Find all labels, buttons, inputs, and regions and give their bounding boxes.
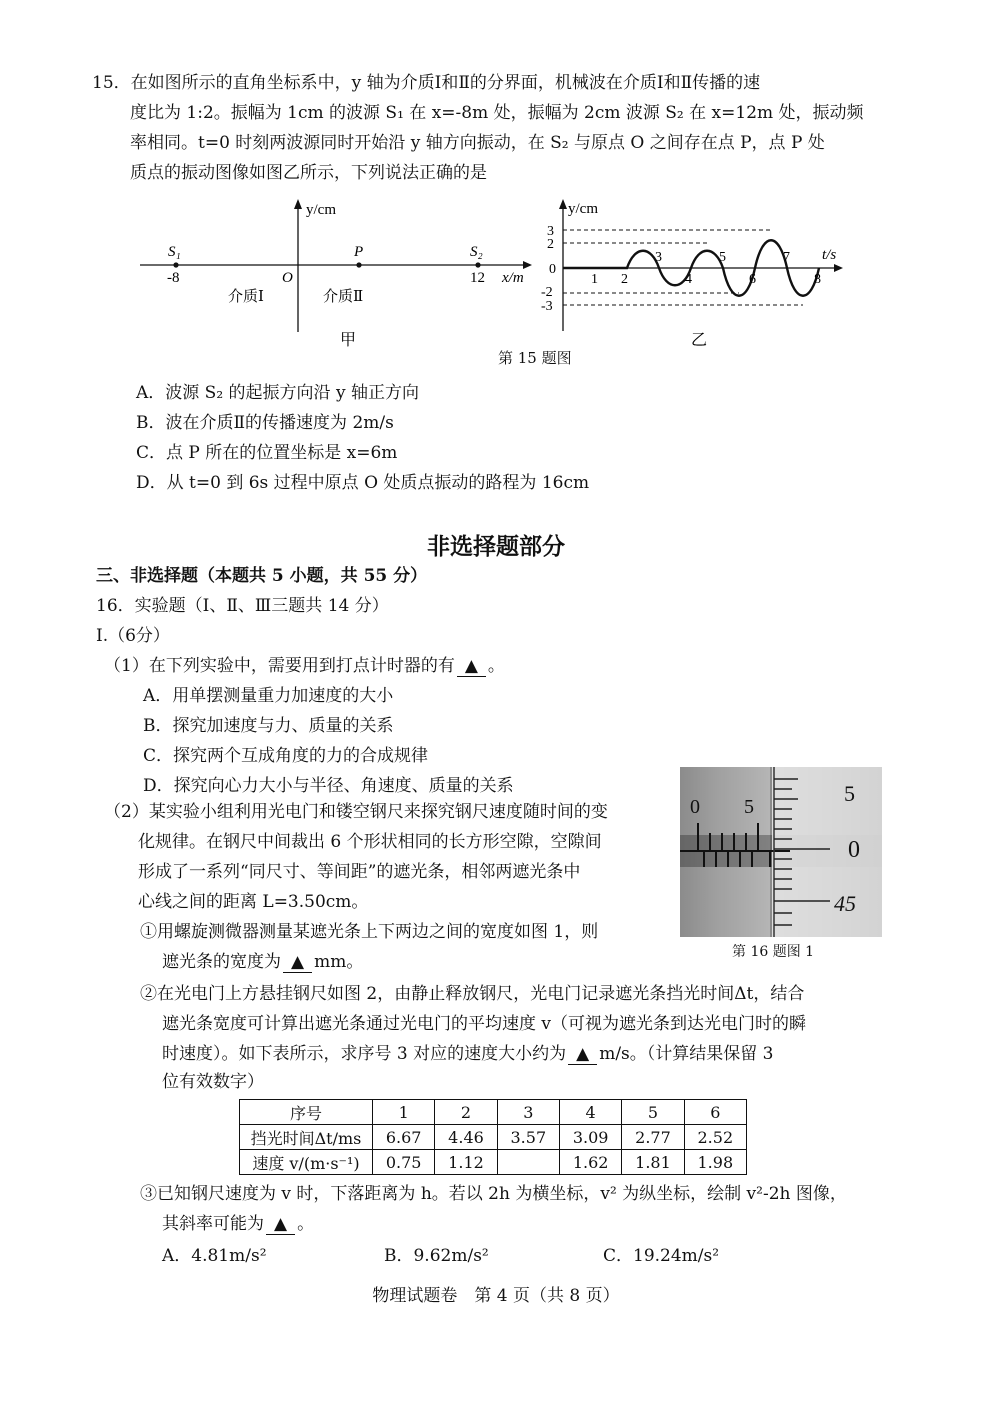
x-axis-arrow — [523, 261, 532, 269]
t-tick-3: 3 — [655, 250, 662, 265]
y-axis-label: y/cm — [306, 202, 336, 218]
table-cell: 1.12 — [435, 1150, 497, 1175]
y-tick-2: 2 — [547, 237, 554, 252]
y-axis-arrow — [294, 199, 302, 209]
q16-step3-option-a: A．4.81m/s² — [162, 1246, 267, 1266]
answer-blank-2[interactable]: ▲ — [283, 952, 312, 973]
q16-sub1 — [104, 656, 505, 677]
table-row — [240, 1125, 747, 1150]
q16-sub1-option-d: D．探究向心力大小与半径、角速度、质量的关系 — [143, 776, 514, 796]
q16-sub1-text: （1）在下列实验中，需要用到打点计时器的有 — [104, 656, 455, 676]
table-cell: 2.77 — [622, 1125, 684, 1150]
table-cell: 3.09 — [559, 1125, 621, 1150]
s2-label: S₂ — [470, 244, 483, 260]
t-axis-arrow — [834, 264, 843, 272]
q16-sub1-option-c: C．探究两个互成角度的力的合成规律 — [143, 746, 429, 766]
q15-line-3: 率相同。t=0 时刻两波源同时开始沿 y 轴方向振动，在 S₂ 与原点 O 之间存在点 P，点 P 处 — [130, 133, 825, 153]
q16-sub1-option-b: B．探究加速度与力、质量的关系 — [143, 716, 394, 736]
thimble-mark-5: 5 — [844, 781, 855, 806]
table-header-cell: 1 — [373, 1100, 435, 1125]
figure-yi-name: 乙 — [691, 332, 708, 349]
q16-sub2-line-2: 化规律。在钢尺中间裁出 6 个形状相同的长方形空隙，空隙间 — [138, 832, 602, 852]
table-cell: 1.62 — [559, 1150, 621, 1175]
s1-x-label: -8 — [167, 270, 180, 286]
thimble-mark-0: 0 — [848, 837, 860, 863]
q15-line-1: 15．在如图所示的直角坐标系中，y 轴为介质Ⅰ和Ⅱ的分界面，机械波在介质Ⅰ和Ⅱ传播的速 — [92, 73, 761, 93]
q16-sub1-option-a: A．用单摆测量重力加速度的大小 — [143, 686, 394, 706]
q16-sub2-line-4: 心线之间的距离 L=3.50cm。 — [138, 892, 369, 912]
figure-15-caption: 第 15 题图 — [498, 349, 572, 367]
figure-16-1-caption: 第 16 题图 1 — [732, 944, 815, 960]
q16-step3-option-c: C．19.24m/s² — [603, 1246, 720, 1266]
q15-option-c: C．点 P 所在的位置坐标是 x=6m — [136, 443, 398, 463]
q16-sub1-end: 。 — [487, 656, 505, 676]
x-axis-label: x/m — [502, 270, 524, 286]
q16-sub2-line-1: （2）某实验小组利用光电门和镂空钢尺来探究钢尺速度随时间的变 — [104, 802, 608, 822]
q16-step2-text: 时速度）。如下表所示，求序号 3 对应的速度大小约为 — [162, 1044, 567, 1064]
q16-step1-line-1: ①用螺旋测微器测量某遮光条上下两边之间的宽度如图 1，则 — [140, 922, 599, 942]
table-cell: 4.46 — [435, 1125, 497, 1150]
y-tick-neg3: -3 — [541, 299, 553, 314]
y-axis-label: y/cm — [568, 201, 598, 217]
y-axis-arrow — [559, 199, 567, 209]
t-tick-1: 1 — [591, 272, 598, 287]
q16-step2-line-1: ②在光电门上方悬挂钢尺如图 2，由静止释放钢尺，光电门记录遮光条挡光时间Δt，结合 — [140, 984, 805, 1004]
q16-step2-line-2: 遮光条宽度可计算出遮光条通过光电门的平均速度 v（可视为遮光条到达光电门时的瞬 — [162, 1014, 807, 1034]
table-cell-empty[interactable] — [497, 1150, 559, 1175]
answer-blank-1[interactable]: ▲ — [457, 656, 486, 677]
q16-step3-line-1: ③已知钢尺速度为 v 时，下落距离为 h。若以 2h 为横坐标，v² 为纵坐标，绘制 v²-2h 图像， — [140, 1184, 847, 1204]
table-header-row — [240, 1100, 747, 1125]
t-tick-7: 7 — [783, 250, 790, 265]
q16-step1-unit: mm。 — [314, 952, 364, 972]
q16-step3-text: 其斜率可能为 — [162, 1214, 264, 1234]
section-heading: 三、非选择题（本题共 5 小题，共 55 分） — [96, 566, 428, 586]
sleeve-mark-5: 5 — [744, 796, 754, 818]
s1-label: S₁ — [168, 244, 181, 260]
y-tick-3: 3 — [547, 224, 554, 239]
s1-point — [173, 262, 178, 267]
micrometer-drawing — [680, 767, 882, 937]
table-cell: 挡光时间Δt/ms — [240, 1125, 373, 1150]
q16-step3-line-2 — [162, 1214, 314, 1235]
thimble-mark-45: 45 — [834, 891, 856, 916]
table-header-cell: 4 — [559, 1100, 621, 1125]
table-cell: 速度 v/(m·s⁻¹) — [240, 1150, 373, 1175]
y-tick-neg2: -2 — [541, 285, 553, 300]
q16-step3-end: 。 — [297, 1214, 315, 1234]
table-header-cell: 5 — [622, 1100, 684, 1125]
q16-step1-text: 遮光条的宽度为 — [162, 952, 281, 972]
table-cell: 6.67 — [373, 1125, 435, 1150]
q15-option-d: D．从 t=0 到 6s 过程中原点 O 处质点振动的路程为 16cm — [136, 473, 590, 493]
t-axis-label: t/s — [822, 247, 837, 263]
t-tick-5: 5 — [719, 250, 726, 265]
data-table — [239, 1099, 747, 1175]
q16-step2-line-4: 位有效数字） — [162, 1072, 264, 1092]
table-cell: 1.81 — [622, 1150, 684, 1175]
q16-part1-label: Ⅰ.（6分） — [96, 626, 170, 646]
micrometer-photo — [680, 767, 882, 937]
table-cell: 2.52 — [684, 1125, 746, 1150]
s2-point — [475, 262, 480, 267]
table-header-cell: 序号 — [240, 1100, 373, 1125]
figure-jia-name: 甲 — [340, 332, 357, 349]
t-tick-8: 8 — [814, 272, 821, 287]
page-footer: 物理试题卷 第 4 页（共 8 页） — [372, 1286, 620, 1306]
p-point — [356, 262, 361, 267]
q16-sub2-line-3: 形成了一系列“同尺寸、等间距”的遮光条，相邻两遮光条中 — [138, 862, 581, 882]
answer-blank-3[interactable]: ▲ — [568, 1044, 597, 1065]
section-title: 非选择题部分 — [427, 534, 565, 560]
medium-2-label: 介质Ⅱ — [323, 289, 364, 305]
table-header-cell: 6 — [684, 1100, 746, 1125]
table-row — [240, 1150, 747, 1175]
table-header-cell: 2 — [435, 1100, 497, 1125]
table-cell: 3.57 — [497, 1125, 559, 1150]
q16-step2-line-3 — [162, 1044, 774, 1065]
medium-1-label: 介质Ⅰ — [228, 289, 264, 305]
table-cell: 1.98 — [684, 1150, 746, 1175]
table-header-cell: 3 — [497, 1100, 559, 1125]
figure-yi — [535, 195, 855, 355]
q15-option-b: B．波在介质Ⅱ的传播速度为 2m/s — [136, 413, 394, 433]
figure-jia — [140, 195, 540, 355]
q15-line-2: 度比为 1:2。振幅为 1cm 的波源 S₁ 在 x=-8m 处，振幅为 2cm 波源 S₂ 在 x=12m 处，振动频 — [130, 103, 864, 123]
t-tick-2: 2 — [621, 272, 628, 287]
q16-step1-line-2 — [162, 952, 363, 973]
q15-option-a: A．波源 S₂ 的起振方向沿 y 轴正方向 — [136, 383, 419, 403]
p-label: P — [354, 244, 364, 260]
q16-step3-option-b: B．9.62m/s² — [384, 1246, 489, 1266]
y-tick-0: 0 — [549, 262, 556, 277]
q15-line-4: 质点的振动图像如图乙所示，下列说法正确的是 — [130, 163, 487, 183]
t-tick-6: 6 — [749, 272, 756, 287]
q16-step2-unit: m/s。（计算结果保留 3 — [599, 1044, 774, 1064]
answer-blank-4[interactable]: ▲ — [266, 1214, 295, 1235]
sleeve-mark-0: 0 — [690, 796, 700, 818]
table-cell: 0.75 — [373, 1150, 435, 1175]
q16-title: 16．实验题（Ⅰ、Ⅱ、Ⅲ三题共 14 分） — [96, 596, 389, 616]
s2-x-label: 12 — [470, 270, 485, 286]
origin-label: O — [282, 270, 293, 286]
t-tick-4: 4 — [685, 272, 692, 287]
